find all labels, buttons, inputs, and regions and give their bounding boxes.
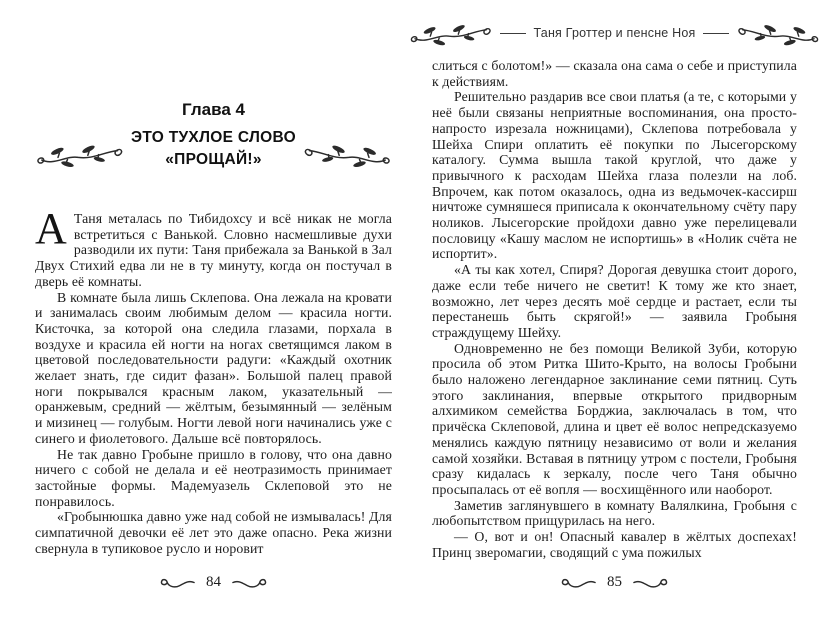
body-paragraph: Решительно раздарив все свои платья (а те, с которыми у неё были связаны неприятные воспоминания, она просто-напросто изрезала ножницами), Склепова потребовала у Шейха Спири оплатить её покупки по Лысегорскому каталогу. Сумма вышла такой круглой, что даже у привычного к расходам Шейха глаза полезли на лоб. Впрочем, как потом оказалось, одна из ведьмочек-кассирш ничтоже сумняшеся приписала к окончательному счёту пару ноликов. Лысегорские пройдохи давно уже перелицевали пословицу «Кашу маслом не испортишь» в «Нолик счёта не испортит». [432, 89, 797, 262]
right-page-footer [432, 574, 797, 591]
chapter-title [125, 127, 303, 171]
vine-flourish-icon [737, 19, 820, 47]
left-page [35, 0, 392, 629]
swirl-ornament-icon [232, 576, 268, 589]
right-page [432, 0, 797, 629]
running-header [432, 19, 797, 47]
right-page-body [432, 58, 797, 561]
page-number: 85 [607, 574, 622, 590]
running-title: Таня Гроттер и пенсне Ноя [533, 26, 696, 40]
paragraph-text: Таня металась по Тибидохсу и всё никак не могла встретиться с Ванькой. Словно насмешливые духи разводили их пути: Таня прибежала за Ванькой в Зал Двух Стихий едва ли не в ту минуту, когда он постучал в дверь её комнаты. [35, 211, 392, 289]
body-paragraph: слиться с болотом!» — сказала она сама о себе и приступила к действиям. [432, 58, 797, 89]
chapter-title-line1: ЭТО ТУХЛОЕ СЛОВО [131, 129, 296, 146]
chapter-number: Глава 4 [182, 100, 245, 119]
left-page-body [35, 211, 392, 556]
vine-flourish-icon [35, 139, 123, 169]
swirl-ornament-icon [560, 576, 596, 589]
body-paragraph [35, 211, 392, 290]
vine-flourish-icon [304, 139, 392, 169]
swirl-ornament-icon [633, 576, 669, 589]
swirl-ornament-icon [159, 576, 195, 589]
header-rule [703, 33, 729, 34]
vine-flourish-icon [408, 19, 492, 47]
dropcap-letter: А [35, 211, 67, 253]
body-paragraph: — О, вот и он! Опасный кавалер в жёлтых доспехах! Принц зверомагии, сводящий с ума пожилых [432, 529, 797, 560]
page-number: 84 [206, 574, 221, 590]
body-paragraph: Заметив заглянувшего в комнату Валялкина, Гробыня с любопытством прищурилась на него. [432, 497, 797, 529]
left-page-footer [35, 574, 392, 591]
chapter-title-line2: «ПРОЩАЙ!» [165, 151, 262, 168]
body-paragraph: «А ты как хотел, Спиря? Дорогая девушка стоит дорого, даже если тебе ничего не светит! К тому же кто знает, возможно, лет через десять моё сердце и растает, если ты перестанешь быть скрягой!» — заявила Гробыня страждущему Шейху. [432, 262, 797, 340]
body-paragraph: В комнате была лишь Склепова. Она лежала на кровати и занималась своим любимым делом — красила ногти. Кисточка, за которой она следила глазами, порхала в воздухе и красила ей ногти на ногах светящимся лаком в цветовой последовательности радуги: «Каждый охотник желает знать, где сидит фазан». Большой палец правой ноги покрывался красным лаком, указательный — оранжевым, средний — жёлтым, безымянный — зелёным и мизинец — голубым. Ногти левой ноги начинались уже с синего и фиолетового. Дальше всё повторялось. [35, 289, 392, 446]
chapter-heading [35, 100, 392, 171]
body-paragraph: Не так давно Гробыне пришло в голову, что она давно ничего с собой не делала и её неотразимость принимает застойные формы. Мадемуазель Склеповой это не понравилось. [35, 446, 392, 509]
header-rule [500, 33, 526, 34]
body-paragraph: «Гробынюшка давно уже над собой не измывалась! Для симпатичной девочки её лет это даже опасно. Река жизни свернула в тупиковое русло и норовит [35, 509, 392, 556]
body-paragraph: Одновременно не без помощи Великой Зуби, которую просила об этом Ритка Шито-Крыто, на волосы Гробыни было наложено легендарное заклинание семи пятниц. Суть этого заклинания, впервые открытого придворным алхимиком семейства Борджиа, заключалась в том, что причёска Склеповой, длина и цвет её волос непредсказуемо менялись каждую пятницу независимо от воли и желания самой хозяйки. Вставая в пятницу утром с постели, Гробыня сразу кидалась к зеркалу, после чего Таня обычно просыпалась от её вопля — восхищённого или наоборот. [432, 340, 797, 497]
